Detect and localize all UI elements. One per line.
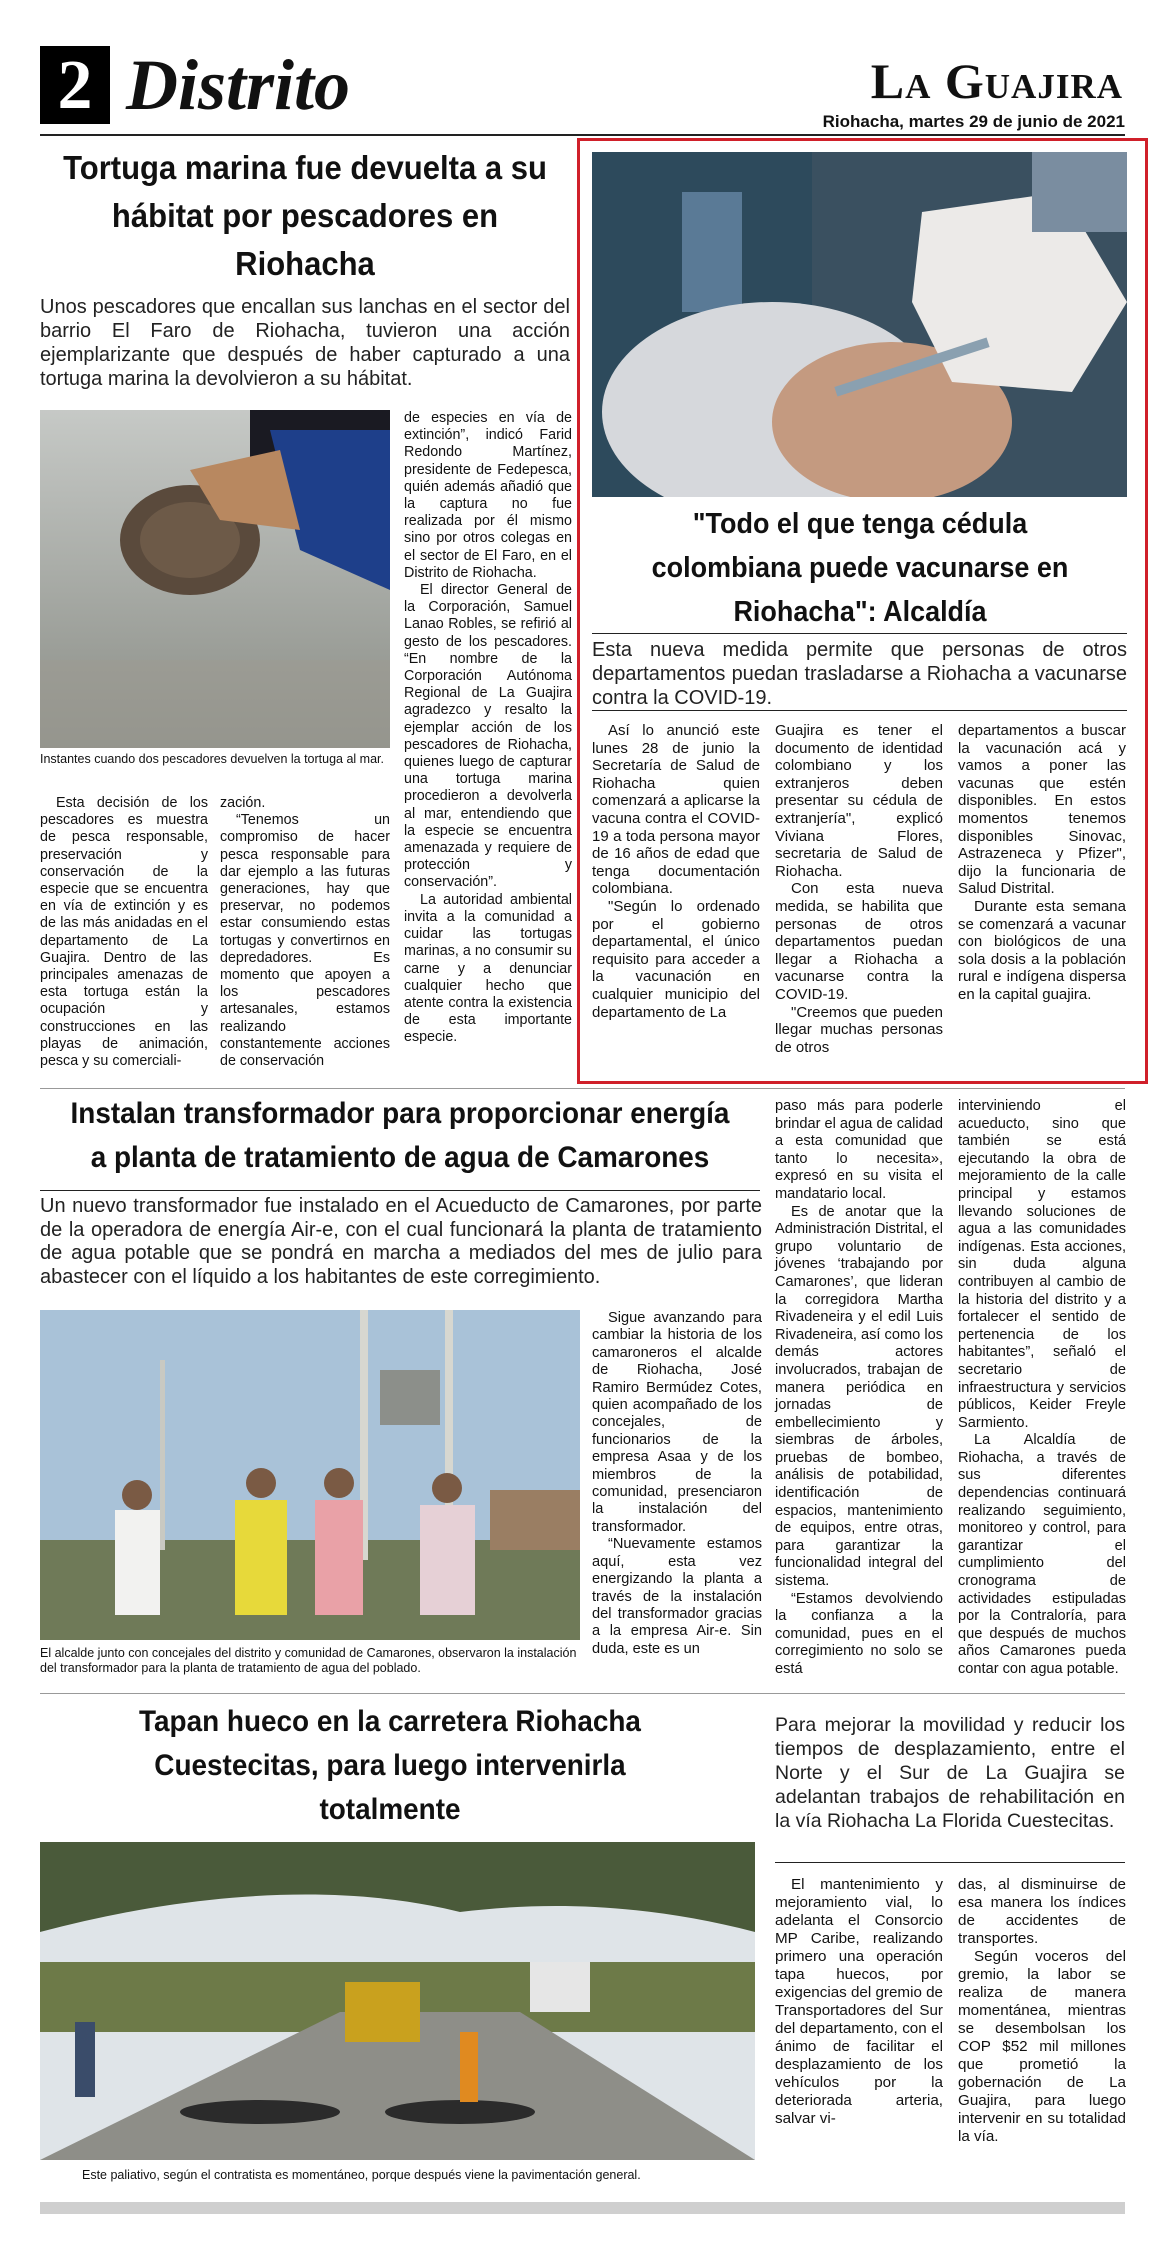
- tortuga-col-a: [40, 795, 208, 1070]
- tortuga-headline: Tortuga marina fue devuelta a su hábitat por pescadores en Riohacha: [63, 149, 547, 282]
- vacuna-col-c: [958, 722, 1126, 1004]
- transformador-col-a: [592, 1310, 762, 1658]
- paragraph: “Estamos devolviendo la confianza a la comunidad, pues en el corregimiento no solo se está: [775, 1590, 943, 1677]
- hueco-headline: Tapan hueco en la carretera Riohacha Cuestecitas, para luego intervenirla totalmente: [139, 1705, 641, 1826]
- hueco-rule: [775, 1862, 1125, 1863]
- header-rule: [40, 134, 1125, 136]
- vaccination-image: [592, 152, 1127, 497]
- paragraph: "Según lo ordenado por el gobierno departamental, el único requisito para acceder a la vacunación en cualquier municipio del departamento de La: [592, 897, 760, 1021]
- hueco-photo: [40, 1842, 755, 2160]
- section-title: Distrito: [126, 45, 351, 125]
- tortuga-col-right: [404, 410, 572, 1047]
- footer-bar: [40, 2202, 1125, 2214]
- transformador-lead: Un nuevo transformador fue instalado en el Acueducto de Camarones, por parte de la operadora de energía Air-e, con el cual funcionará la planta de tratamiento de agua potable que se pondrá en marcha a mediados del mes de julio para abastecer con el líquido a los habitantes de este corregimiento.: [40, 1195, 762, 1288]
- road-repair-image: [40, 1842, 755, 2160]
- transformador-rule: [40, 1190, 760, 1191]
- paragraph: "Creemos que pueden llegar muchas personas de otros: [775, 1003, 943, 1056]
- hueco-col-b: [958, 1876, 1126, 2146]
- hueco-caption: Este paliativo, según el contratista es momentáneo, porque después viene la pavimentación general.: [82, 2168, 641, 2182]
- page-number: 2: [40, 46, 110, 124]
- paragraph: Guajira es tener el documento de identidad colombiano y los extranjeros deben presentar su cédula de extranjería", explicó Viviana Flores, secretaria de Salud de Riohacha.: [775, 722, 943, 880]
- transformador-photo: [40, 1310, 580, 1640]
- paragraph: “Tenemos un compromiso de hacer pesca responsable para dar ejemplo a las futuras generaciones, hay que preservar, no podemos estar consumiendo estas tortugas y convertirnos en depredadores. Es momento que apoyen a los pescadores artesanales, estamos realizando constantemente acciones de conservación: [220, 812, 390, 1070]
- turtle-image: [40, 410, 390, 748]
- paragraph: La autoridad ambiental invita a la comunidad a cuidar las tortugas marinas, a no consumir su carne y a denunciar cualquier hecho que atente contra la existencia de esta importante especie.: [404, 891, 572, 1046]
- paragraph: departamentos a buscar la vacunación acá y vamos a poner las vacunas que estén disponibles. En estos momentos tenemos disponibles Sinovac, Astrazeneca y Pfizer", dijo la funcionaria de Salud Distrital.: [958, 722, 1126, 898]
- paragraph: das, al disminuirse de esa manera los índices de accidentes de transportes.: [958, 1876, 1126, 1947]
- separator-rule-2: [40, 1693, 1125, 1694]
- dateline: Riohacha, martes 29 de junio de 2021: [822, 112, 1125, 131]
- transformador-caption: El alcalde junto con concejales del distrito y comunidad de Camarones, observaron la instalación del transformador para la planta de tratamiento de agua del poblado.: [40, 1646, 577, 1675]
- separator-rule: [40, 1088, 1125, 1089]
- hueco-col-a: [775, 1876, 943, 2128]
- paragraph: Sigue avanzando para cambiar la historia de los camaroneros el alcalde de Riohacha, José Ramiro Bermúdez Cotes, quien acompañado de los concejales, de funcionarios de la empresa Asaa y de los miembros de la comunidad, presenciaron la instalación del transformador.: [592, 1310, 762, 1535]
- paragraph: Con esta nueva medida, se habilita que personas de otros departamentos puedan llegar a Riohacha a vacunarse contra la COVID-19.: [775, 880, 943, 1003]
- vacuna-rule: [592, 633, 1127, 634]
- tortuga-photo: [40, 410, 390, 748]
- transformer-image: [40, 1310, 580, 1640]
- paragraph: El mantenimiento y mejoramiento vial, lo adelanta el Consorcio MP Caribe, realizando primero una operación tapa huecos, por exigencias del gremio de Transportadores del Sur del departamento, con el ánimo de facilitar el desplazamiento de los vehículos por la deteriorada arteria, salvar vi-: [775, 1876, 944, 2127]
- masthead: [871, 52, 1123, 110]
- paragraph: de especies en vía de extinción”, indicó Farid Redondo Martínez, presidente de Fedepesca, quién además añadió que la captura no fue realizada por él mismo sino por otros colegas en el sector de El Faro, en el Distrito de Riohacha.: [404, 410, 572, 581]
- vacuna-lead: Esta nueva medida permite que personas de otros departamentos puedan trasladarse a Riohacha a vacunarse contra la COVID-19.: [592, 639, 1127, 709]
- vacuna-col-a: [592, 722, 760, 1021]
- vacuna-col-b: [775, 722, 943, 1056]
- paragraph: El director General de la Corporación, Samuel Lanao Robles, se refirió al gesto de los pescadores. “En nombre de la Corporación Autónoma Regional de La Guajira agradezco y resalto la ejemplar acción de los pescadores de Riohacha, quienes luego de capturar una tortuga marina procedieron a devolverla al mar, entendiendo que la especie se encuentra amenazada y requiere de protección y conservación”.: [404, 582, 572, 891]
- paragraph: Durante esta semana se comenzará a vacunar con biológicos de una sola dosis a la población rural e indígena dispersa en la capital guajira.: [958, 897, 1126, 1003]
- transformador-col-b: [775, 1098, 943, 1679]
- vacuna-headline: "Todo el que tenga cédula colombiana puede vacunarse en Riohacha": Alcaldía: [651, 508, 1069, 628]
- paragraph: paso más para poderle brindar el agua de calidad a esta comunidad que tanto lo necesita», expresó en su visita el mandatario local.: [775, 1098, 943, 1202]
- paragraph: Así lo anunció este lunes 28 de junio la Secretaría de Salud de Riohacha quien comenzará a aplicarse la vacuna contra el COVID-19 a toda persona mayor de 16 años de edad que tenga documentación colombiana.: [592, 722, 760, 898]
- masthead-text: La Guajira: [870, 53, 1123, 109]
- paragraph: La Alcaldía de Riohacha, a través de sus diferentes dependencias continuará realizando seguimiento, monitoreo y control, para garantizar el cumplimiento del cronograma de actividades estipuladas por la Contraloría, para que después de muchos años Camarones pueda contar con agua potable.: [958, 1432, 1126, 1677]
- tortuga-lead: Unos pescadores que encallan sus lanchas en el sector del barrio El Faro de Riohacha, tuvieron una acción ejemplarizante que después de haber capturado a una tortuga marina la devolvieron a su hábitat.: [40, 296, 570, 390]
- hueco-lead: Para mejorar la movilidad y reducir los tiempos de desplazamiento, entre el Norte y el Sur de La Guajira se adelantan trabajos de rehabilitación en la vía Riohacha La Florida Cuestecitas.: [775, 1714, 1125, 1832]
- paragraph: Esta decisión de los pescadores es muestra de pesca responsable, preservación y conservación de la especie que se encuentra en vía de extinción y es de las más anidadas en el departamento de La Guajira. Dentro de las principales amenazas de esta tortuga están la ocupación y construcciones en las playas de animación, pesca y su comerciali-: [40, 795, 208, 1070]
- transformador-col-c: [958, 1098, 1126, 1679]
- transformador-headline: Instalan transformador para proporcionar energía a planta de tratamiento de agua de Camarones: [70, 1097, 730, 1174]
- paragraph: interviniendo el acueducto, sino que también se está ejecutando la obra de mejoramiento de la calle principal y estamos llevando soluciones de agua a las comunidades indígenas. Esta acciones, sin duda alguna contribuyen al cambio de la historia del distrito y a fortalecer el sentido de pertenencia de los habitantes”, señaló el secretario de infraestructura y servicios públicos, Keider Freyle Sarmiento.: [958, 1098, 1126, 1431]
- vacuna-rule-2: [592, 710, 1127, 711]
- vacuna-photo: [592, 152, 1127, 497]
- tortuga-col-b: [220, 795, 390, 1070]
- paragraph: “Nuevamente estamos aquí, esta vez energizando la planta a través de la instalación del transformador gracias a la empresa Air-e. Sin duda, este es un: [592, 1536, 762, 1657]
- paragraph: zación.: [220, 795, 266, 811]
- paragraph: Según voceros del gremio, la labor se realiza de manera momentánea, mientras se desembolsan los COP $52 mil millones que prometió la gobernación de La Guajira, para luego intervenir en su totalidad la vía.: [958, 1948, 1126, 2145]
- tortuga-caption: Instantes cuando dos pescadores devuelven la tortuga al mar.: [40, 752, 384, 766]
- paragraph: Es de anotar que la Administración Distrital, el grupo voluntario de jóvenes ‘trabajando por Camarones’, que lideran la corregidora Martha Rivadeneira y el edil Luis Rivadeneira, así como los demás actores involucrados, trabajan de manera periódica en jornadas de embellecimiento y siembras de árboles, pruebas de bombeo, análisis de potabilidad, identificación de espacios, mantenimiento de equipos, entre otras, para garantizar la funcionalidad integral del sistema.: [775, 1203, 943, 1590]
